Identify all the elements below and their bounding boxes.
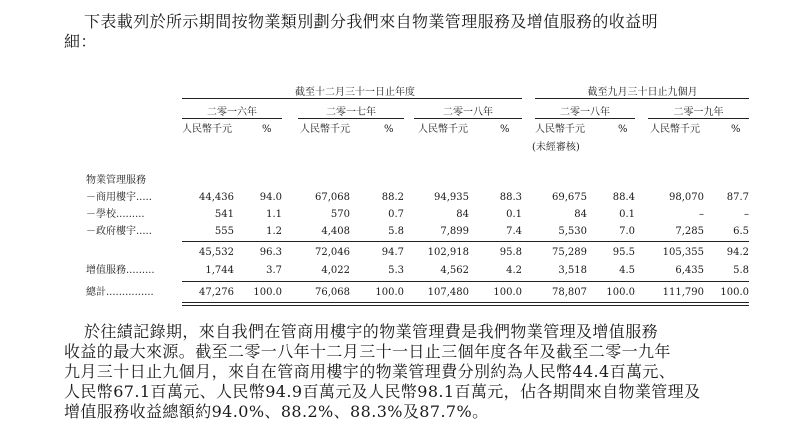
year-rule-2018: [414, 118, 522, 119]
year-header-2016: 二零一六年: [207, 107, 257, 118]
table-cell: 1,744: [205, 265, 234, 276]
table-cell: 98,070: [669, 192, 704, 203]
table-cell: 95.5: [612, 247, 635, 258]
conclusion-line-5: 增值服務收益總額約94.0%、88.2%、88.3%及87.7%。: [64, 402, 489, 421]
table-cell: 4,562: [440, 265, 469, 276]
table-cell: 94.2: [726, 247, 749, 258]
table-cell: 107,480: [427, 287, 469, 298]
year-header-2018-nine: 二零一八年: [560, 107, 610, 118]
row-label-government: －政府樓宇.....: [86, 226, 152, 237]
table-cell: 5.8: [733, 265, 749, 276]
table-cell: 88.3: [499, 192, 522, 203]
conclusion-line-2: 收益的最大來源。截至二零一八年十二月三十一日止三個年度各年及截至二零一九年: [64, 342, 671, 361]
table-cell: –: [744, 209, 749, 220]
table-cell: 7,899: [440, 226, 469, 237]
unit-pct-2018-nine: %: [618, 124, 628, 135]
table-cell: 84: [574, 209, 587, 220]
table-cell: 75,289: [552, 247, 587, 258]
intro-line-1: 下表載列於所示期間按物業類別劃分我們來自物業管理服務及增值服務的收益明: [84, 12, 659, 31]
table-cell: 45,532: [199, 247, 234, 258]
year-rule-2017: [298, 118, 404, 119]
table-cell: 3.7: [266, 265, 282, 276]
table-cell: 94,935: [434, 192, 469, 203]
table-cell: 4,022: [321, 265, 350, 276]
table-cell: 4.5: [619, 265, 635, 276]
table-cell: 100.0: [720, 287, 749, 298]
table-cell: 7.0: [619, 226, 635, 237]
table-cell: 67,068: [315, 192, 350, 203]
intro-line-2: 細：: [64, 32, 97, 51]
total-bottom-rule-2: [182, 305, 749, 306]
conclusion-line-3: 九月三十日止九個月，來自在管商用樓宇的物業管理費分別約為人民幣44.4百萬元、: [64, 362, 676, 381]
unit-pct-2018: %: [500, 124, 510, 135]
table-cell: 6.5: [733, 226, 749, 237]
unit-rmb-2018: 人民幣千元: [418, 124, 468, 135]
intro-paragraph: [64, 12, 764, 52]
unit-rmb-2017: 人民幣千元: [300, 124, 350, 135]
year-header-2019-nine: 二零一九年: [673, 107, 724, 118]
table-cell: 102,918: [427, 247, 469, 258]
table-cell: 0.1: [506, 209, 522, 220]
conclusion-line-4: 人民幣67.1百萬元、人民幣94.9百萬元及人民幣98.1百萬元，佔各期間來自物業管理及: [64, 382, 701, 401]
table-cell: 7.4: [506, 226, 522, 237]
table-cell: 5,530: [558, 226, 587, 237]
table-cell: –: [699, 209, 704, 220]
year-header-2017: 二零一七年: [326, 107, 376, 118]
row-label-vas: 增值服務.........: [86, 265, 155, 276]
table-cell: 100.0: [606, 287, 635, 298]
row-label-property-management: 物業管理服務: [86, 175, 146, 186]
year-header-2018: 二零一八年: [443, 107, 493, 118]
table-cell: 4.2: [506, 265, 522, 276]
unit-pct-2017: %: [384, 124, 394, 135]
table-cell: 570: [330, 209, 350, 220]
unit-rmb-2016: 人民幣千元: [182, 124, 232, 135]
table-cell: 105,355: [662, 247, 704, 258]
table-cell: 76,068: [315, 287, 350, 298]
section-header-nine-months: 截至九月三十日止九個月: [587, 87, 698, 98]
table-cell: 100.0: [253, 287, 282, 298]
table-cell: 94.7: [381, 247, 404, 258]
table-cell: 0.7: [388, 209, 404, 220]
table-cell: 95.8: [499, 247, 522, 258]
year-rule-2016: [182, 118, 282, 119]
table-cell: 5.8: [388, 226, 404, 237]
table-cell: 100.0: [375, 287, 404, 298]
table-cell: 94.0: [259, 192, 282, 203]
table-cell: 541: [214, 209, 234, 220]
table-cell: 84: [456, 209, 469, 220]
table-cell: 44,436: [199, 192, 234, 203]
table-cell: 6,435: [675, 265, 704, 276]
table-cell: 47,276: [199, 287, 234, 298]
total-bottom-rule: [182, 302, 749, 303]
table-cell: 96.3: [259, 247, 282, 258]
section-header-full-year: 截至十二月三十一日止年度: [295, 87, 415, 98]
total-top-rule: [182, 281, 749, 282]
section-rule-nine-months: [535, 98, 749, 99]
table-cell: 1.2: [266, 226, 282, 237]
table-cell: 88.2: [381, 192, 404, 203]
unit-pct-2019-nine: %: [731, 124, 741, 135]
table-cell: 78,807: [552, 287, 587, 298]
conclusion-line-1: 於往績記錄期，來自我們在管商用樓宇的物業管理費是我們物業管理及增值服務: [84, 322, 659, 341]
table-cell: 0.1: [619, 209, 635, 220]
row-label-school: －學校.........: [86, 209, 145, 220]
row-label-total: 總計...............: [86, 287, 154, 298]
section-rule-full-year: [182, 98, 522, 99]
conclusion-paragraph: [64, 322, 764, 422]
unit-pct-2016: %: [262, 124, 272, 135]
table-cell: 555: [214, 226, 234, 237]
table-cell: 72,046: [315, 247, 350, 258]
table-cell: 111,790: [662, 287, 704, 298]
table-cell: 87.7: [726, 192, 749, 203]
row-label-commercial: －商用樓宇.....: [86, 192, 152, 203]
table-cell: 69,675: [552, 192, 587, 203]
unaudited-note: (未經審核): [532, 142, 580, 153]
table-cell: 4,408: [321, 226, 350, 237]
year-rule-2018-nine: [535, 118, 635, 119]
table-cell: 88.4: [612, 192, 635, 203]
unit-rmb-2019-nine: 人民幣千元: [650, 124, 700, 135]
table-cell: 7,285: [675, 226, 704, 237]
year-rule-2019-nine: [648, 118, 749, 119]
table-cell: 100.0: [493, 287, 522, 298]
unit-rmb-2018-nine: 人民幣千元: [535, 124, 585, 135]
table-cell: 1.1: [266, 209, 282, 220]
table-cell: 5.3: [388, 265, 404, 276]
table-cell: 3,518: [558, 265, 587, 276]
subtotal-rule: [182, 241, 749, 242]
